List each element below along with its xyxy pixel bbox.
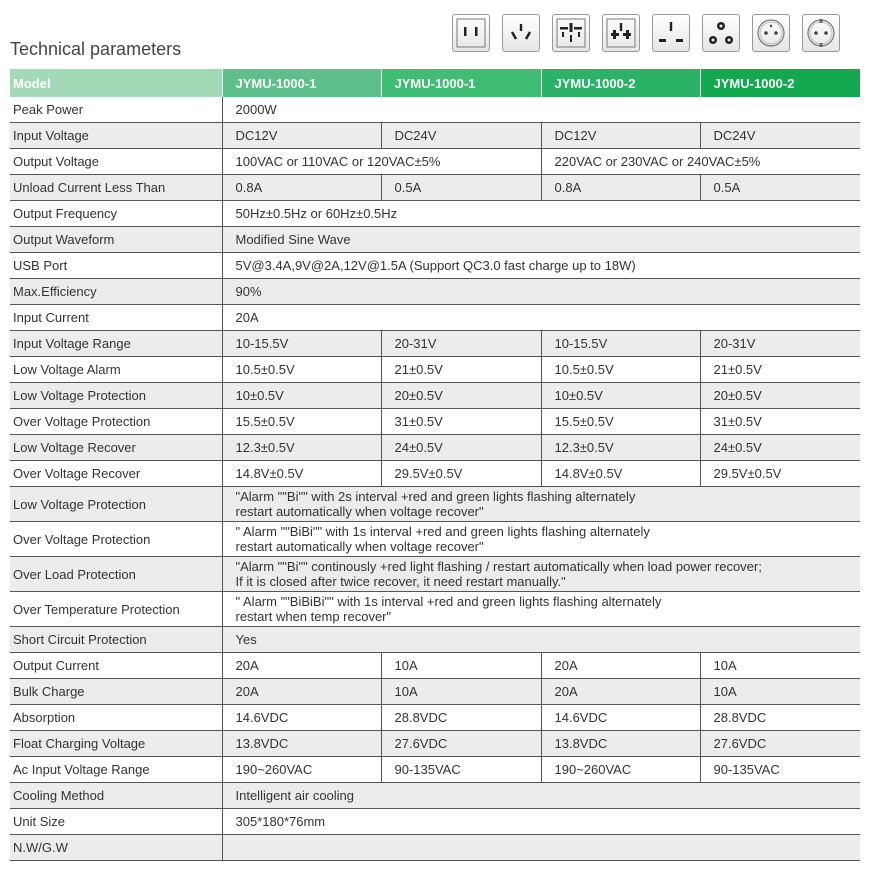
row-label: Input Current (10, 305, 222, 331)
row-value: 14.6VDC (541, 705, 700, 731)
header-cell-model: Model (10, 69, 222, 97)
row-value: DC12V (222, 123, 381, 149)
row-value (222, 592, 860, 627)
spec-table (10, 69, 860, 861)
row-value: 190~260VAC (222, 757, 381, 783)
row-label: Max.Efficiency (10, 279, 222, 305)
row-value (222, 835, 860, 861)
row-value: 29.5V±0.5V (700, 461, 860, 487)
row-value-line: If it is closed after twice recover, it need restart manually." (235, 574, 566, 589)
page-title: Technical parameters (10, 39, 182, 59)
table-row (10, 487, 860, 522)
row-label: Over Voltage Protection (10, 409, 222, 435)
row-value: 20A (222, 305, 860, 331)
row-value: DC24V (700, 123, 860, 149)
us-socket-icon (452, 14, 490, 52)
row-value: 10A (700, 653, 860, 679)
row-value: 220VAC or 230VAC or 240VAC±5% (541, 149, 860, 175)
row-label: Over Temperature Protection (10, 592, 222, 627)
row-value: Yes (222, 627, 860, 653)
spec-table-body (10, 69, 860, 861)
row-value: 10A (381, 653, 541, 679)
row-value: DC12V (541, 123, 700, 149)
row-value: 21±0.5V (381, 357, 541, 383)
table-row (10, 97, 860, 123)
row-value: 21±0.5V (700, 357, 860, 383)
table-header (10, 69, 860, 97)
table-row (10, 383, 860, 409)
row-value-line: "Alarm ""Bi"" continously +red light flashing / restart automatically when load power recover; (235, 559, 762, 574)
row-value: 20A (222, 679, 381, 705)
row-value: 50Hz±0.5Hz or 60Hz±0.5Hz (222, 201, 860, 227)
row-label: Over Voltage Protection (10, 522, 222, 557)
row-value: 13.8VDC (541, 731, 700, 757)
row-label: Absorption (10, 705, 222, 731)
table-row (10, 835, 860, 861)
row-label: Output Current (10, 653, 222, 679)
row-value: 14.8V±0.5V (222, 461, 381, 487)
table-row (10, 592, 860, 627)
row-label: Input Voltage Range (10, 331, 222, 357)
row-label: Output Frequency (10, 201, 222, 227)
row-value: 24±0.5V (381, 435, 541, 461)
row-value: 15.5±0.5V (541, 409, 700, 435)
table-row (10, 201, 860, 227)
row-value: 31±0.5V (381, 409, 541, 435)
table-row (10, 461, 860, 487)
row-label: N.W/G.W (10, 835, 222, 861)
table-row (10, 331, 860, 357)
row-value: 20-31V (700, 331, 860, 357)
row-value-line: " Alarm ""BiBiBi"" with 1s interval +red and green lights flashing alternately (235, 594, 662, 609)
row-value: 28.8VDC (700, 705, 860, 731)
table-row (10, 305, 860, 331)
row-label: Short Circuit Protection (10, 627, 222, 653)
row-value: 14.6VDC (222, 705, 381, 731)
row-value: 13.8VDC (222, 731, 381, 757)
row-value: 0.5A (381, 175, 541, 201)
au-socket-icon (502, 14, 540, 52)
row-label: Low Voltage Protection (10, 487, 222, 522)
row-value: 0.8A (541, 175, 700, 201)
row-value (222, 487, 860, 522)
row-value: DC24V (381, 123, 541, 149)
table-row (10, 409, 860, 435)
row-label: Input Voltage (10, 123, 222, 149)
row-value: Modified Sine Wave (222, 227, 860, 253)
table-row (10, 653, 860, 679)
french-socket-icon (752, 14, 790, 52)
row-value: 31±0.5V (700, 409, 860, 435)
row-value: 20±0.5V (700, 383, 860, 409)
row-label: Low Voltage Protection (10, 383, 222, 409)
table-row (10, 809, 860, 835)
row-value: 20A (222, 653, 381, 679)
row-value-line: restart automatically when voltage recover" (235, 539, 484, 554)
row-value: 28.8VDC (381, 705, 541, 731)
table-row (10, 357, 860, 383)
row-value: 90-135VAC (381, 757, 541, 783)
row-value-line: " Alarm ""BiBi"" with 1s interval +red and green lights flashing alternately (235, 524, 650, 539)
row-label: USB Port (10, 253, 222, 279)
table-row (10, 731, 860, 757)
table-row (10, 679, 860, 705)
row-value: 29.5V±0.5V (381, 461, 541, 487)
row-value: 20A (541, 653, 700, 679)
row-value: 12.3±0.5V (222, 435, 381, 461)
schuko-socket-icon (802, 14, 840, 52)
row-value: 24±0.5V (700, 435, 860, 461)
table-row (10, 253, 860, 279)
row-value-line: "Alarm ""Bi"" with 2s interval +red and green lights flashing alternately (235, 489, 636, 504)
table-row (10, 783, 860, 809)
row-label: Peak Power (10, 97, 222, 123)
header-cell-model-3: JYMU-1000-2 (541, 69, 700, 97)
socket-icons (452, 14, 840, 52)
row-value: 12.3±0.5V (541, 435, 700, 461)
row-value: 100VAC or 110VAC or 120VAC±5% (222, 149, 541, 175)
row-label: Over Load Protection (10, 557, 222, 592)
row-value: 5V@3.4A,9V@2A,12V@1.5A (Support QC3.0 fast charge up to 18W) (222, 253, 860, 279)
table-row (10, 123, 860, 149)
row-value: 14.8V±0.5V (541, 461, 700, 487)
row-value-line: restart automatically when voltage recover" (235, 504, 484, 519)
row-value: 305*180*76mm (222, 809, 860, 835)
universal-socket-icon (552, 14, 590, 52)
row-value: 10A (700, 679, 860, 705)
row-value: 20A (541, 679, 700, 705)
header-cell-model-4: JYMU-1000-2 (700, 69, 860, 97)
row-value: 27.6VDC (700, 731, 860, 757)
row-label: Low Voltage Recover (10, 435, 222, 461)
table-row (10, 522, 860, 557)
table-row (10, 175, 860, 201)
row-value: 10.5±0.5V (541, 357, 700, 383)
row-value-line: restart when temp recover" (235, 609, 392, 624)
table-row (10, 757, 860, 783)
row-value: Intelligent air cooling (222, 783, 860, 809)
row-label: Unit Size (10, 809, 222, 835)
row-value (222, 557, 860, 592)
row-value: 20-31V (381, 331, 541, 357)
header-cell-model-2: JYMU-1000-1 (381, 69, 541, 97)
table-row (10, 149, 860, 175)
row-value: 0.5A (700, 175, 860, 201)
row-value: 2000W (222, 97, 860, 123)
row-label: Over Voltage Recover (10, 461, 222, 487)
row-label: Output Waveform (10, 227, 222, 253)
row-value: 90-135VAC (700, 757, 860, 783)
row-label: Float Charging Voltage (10, 731, 222, 757)
row-value: 90% (222, 279, 860, 305)
row-label: Ac Input Voltage Range (10, 757, 222, 783)
row-value: 27.6VDC (381, 731, 541, 757)
table-row (10, 279, 860, 305)
row-value: 190~260VAC (541, 757, 700, 783)
uk-socket-icon (602, 14, 640, 52)
row-label: Low Voltage Alarm (10, 357, 222, 383)
row-value: 10±0.5V (541, 383, 700, 409)
table-row (10, 435, 860, 461)
row-label: Cooling Method (10, 783, 222, 809)
row-value: 20±0.5V (381, 383, 541, 409)
row-value: 15.5±0.5V (222, 409, 381, 435)
row-value (222, 522, 860, 557)
three-pin-socket-icon (702, 14, 740, 52)
table-row (10, 705, 860, 731)
row-value: 10±0.5V (222, 383, 381, 409)
row-label: Bulk Charge (10, 679, 222, 705)
india-socket-icon (652, 14, 690, 52)
row-label: Unload Current Less Than (10, 175, 222, 201)
row-value: 0.8A (222, 175, 381, 201)
row-value: 10-15.5V (222, 331, 381, 357)
table-row (10, 227, 860, 253)
row-label: Output Voltage (10, 149, 222, 175)
table-row (10, 557, 860, 592)
row-value: 10.5±0.5V (222, 357, 381, 383)
table-row (10, 627, 860, 653)
header-cell-model-1: JYMU-1000-1 (222, 69, 381, 97)
row-value: 10A (381, 679, 541, 705)
row-value: 10-15.5V (541, 331, 700, 357)
